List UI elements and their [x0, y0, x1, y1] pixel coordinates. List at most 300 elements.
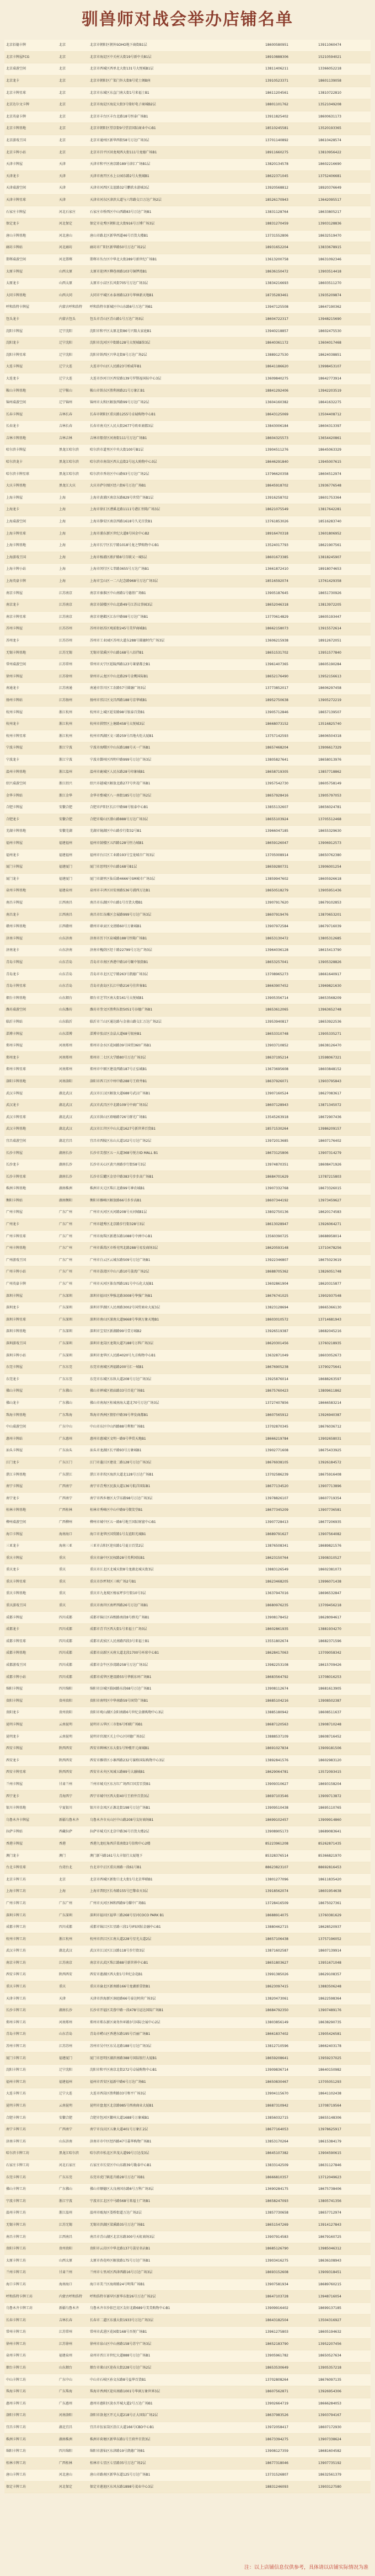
store-name: 宜昌桌游空间 [4, 1135, 57, 1147]
store-address: 杭州市拱墅区上塘路458号大悦城3层 [88, 718, 264, 730]
store-address: 广州市荔湾区中山八路10号荔湾广场2层 [88, 1266, 264, 1279]
store-region: 山东烟台 [57, 992, 88, 1004]
store-address: 拉萨市城关区北京中路36号百货大楼2层 [88, 1826, 264, 1839]
store-phone-secondary: 13810956422 [317, 147, 371, 159]
store-address: 长沙市岳麓区金星中路383号步步高广场B1 [88, 1171, 264, 1183]
store-phone-primary: 18657928416 [264, 790, 317, 802]
store-region: 浙江杭州 [57, 707, 88, 719]
store-region: 海南海口 [57, 1529, 88, 1541]
store-row [4, 2076, 371, 2088]
store-phone-primary: 13907914583 [264, 2231, 317, 2243]
store-phone-secondary: 18655329630 [317, 826, 371, 838]
store-phone-primary: 13909836714 [264, 2064, 317, 2076]
store-region: 甘肃兰州 [57, 1778, 88, 1791]
store-phone-primary: 13727407856 [264, 1397, 317, 1409]
store-phone-primary: 13925876014 [264, 1373, 317, 1386]
store-phone-secondary: 18624038851 [317, 349, 371, 361]
store-address: 深圳市龙华区人民路4020号九方购物中心B1 [88, 1350, 264, 1362]
store-phone-primary: 18687120563 [264, 1719, 317, 1731]
store-row [4, 1076, 371, 1088]
store-phone-primary: 18607344192 [264, 1195, 317, 1207]
store-phone-secondary: 13366052218 [317, 63, 371, 76]
store-address: 合肥市庐阳区长江中路98号银泰中心B1 [88, 802, 264, 814]
store-address: 重庆市江北区北城天街8号龙湖北城天街3层 [88, 1564, 264, 1576]
store-phone-secondary: 18607176402 [317, 1135, 371, 1147]
store-name: 拉萨卡牌站 [4, 1826, 57, 1839]
store-region: 福建福州 [57, 849, 88, 862]
store-phone-primary: 18650518279 [264, 885, 317, 897]
store-region: 上海 [57, 516, 88, 528]
store-phone-secondary: 18605190284 [317, 659, 371, 671]
store-address: 成都市锦江区红星路三段1号IFS国际金融中心B1 [88, 1921, 264, 1933]
store-phone-secondary: 18605194632 [317, 2327, 371, 2339]
store-row [4, 1755, 371, 1767]
store-name: 苏州龙卡 [4, 635, 57, 647]
store-row [4, 1659, 371, 1671]
store-phone-secondary: 13705512468 [317, 814, 371, 826]
store-region: 广东佛山 [57, 1386, 88, 1398]
store-phone-primary: 18685104216 [264, 1695, 317, 1707]
store-address: 大连市沙河口区西安路139号罗斯福国际中心3层 [88, 373, 264, 385]
store-row [4, 1588, 371, 1600]
store-phone-primary: 18916470318 [264, 528, 317, 540]
store-address: 西安市莲湖区西大街1号世纪金花B1 [88, 1969, 264, 1981]
store-address: 上海市普陀区长寿路155号巴黎春天3层 [88, 1886, 264, 1898]
store-name: 石家庄卡牌屋 [4, 206, 57, 218]
store-phone-primary: 18637926071 [264, 1076, 317, 1088]
store-address: 武汉市江汉区江汉路118号步行街3层 [88, 1946, 264, 1958]
store-row [4, 1373, 371, 1386]
store-phone-secondary: 13714681943 [317, 1314, 371, 1326]
store-name: 沈阳龙卡 [4, 337, 57, 349]
store-region: 辽宁沈阳 [57, 2064, 88, 2076]
store-region: 海南三亚 [57, 1540, 88, 1552]
store-name: 长沙卡牌屋 [4, 1147, 57, 1159]
store-row [4, 1457, 371, 1469]
store-phone-secondary: 13952156613 [317, 671, 371, 683]
store-name: 重庆游戏王国 [4, 1600, 57, 1612]
store-region: 湖北武汉 [57, 1124, 88, 1136]
store-region: 江苏苏州 [57, 2040, 88, 2053]
store-phone-primary: 18645107382 [264, 2148, 317, 2160]
store-name: 南京卡牌星球 [4, 611, 57, 623]
store-address: 合肥市包河区徽州大道1688号万象城B1 [88, 2112, 264, 2124]
store-name: 深圳卡牌工坊 [4, 1910, 57, 1922]
store-address: 武汉市江岸区中山大道1627号新世界百货B1 [88, 1124, 264, 1136]
store-phone-secondary: 13907564082 [317, 1529, 371, 1541]
store-row [4, 2338, 371, 2350]
store-name: 北京卡牌星球 [4, 87, 57, 99]
store-address: 泉州市丰泽区田安南路536号浦西万达B1 [88, 885, 264, 897]
store-region: 江苏无锡 [57, 2219, 88, 2231]
store-address: 中山市东区中山四路88号利和广场B1 [88, 1421, 264, 1433]
store-phone-secondary: 18696532847 [317, 1588, 371, 1600]
store-phone-secondary: 18665366130 [317, 1302, 371, 1314]
store-name: 保定龙卡 [4, 218, 57, 230]
store-region: 上海 [57, 564, 88, 576]
store-phone-secondary: 18689760215 [317, 2279, 371, 2291]
store-name: 深圳卡牌星球 [4, 1314, 57, 1326]
store-name: 昆明卡牌工坊 [4, 2100, 57, 2112]
store-phone-secondary: 18699137185 [317, 2302, 371, 2315]
store-phone-secondary: 13948716054 [317, 2291, 371, 2303]
store-row [4, 302, 371, 314]
store-region: 黑龙江哈尔滨 [57, 2148, 88, 2160]
store-row [4, 1946, 371, 1958]
store-name: 郑州龙卡 [4, 1052, 57, 1064]
store-region: 广东广州 [57, 1266, 88, 1279]
store-phone-primary: 18652046318 [264, 599, 317, 611]
store-phone-secondary: 18695110765 [317, 1802, 371, 1814]
store-row [4, 2195, 371, 2208]
store-name: 中山桌游空间 [4, 1421, 57, 1433]
store-region: 辽宁沈阳 [57, 337, 88, 349]
store-address: 广州市番禺区市桥光明北路288号易发商场3层 [88, 1242, 264, 1254]
store-region: 北京 [57, 87, 88, 99]
store-phone-primary: 18643125069 [264, 409, 317, 421]
store-phone-secondary: 18607719354 [317, 1493, 371, 1505]
store-phone-secondary: 18676097135 [317, 2374, 371, 2386]
store-phone-secondary: 18688958014 [317, 1231, 371, 1243]
store-phone-primary: 13902771608 [264, 1445, 317, 1457]
store-region: 贵州贵阳 [57, 2243, 88, 2255]
store-name: 上海桌游空间 [4, 516, 57, 528]
store-name: 乌鲁木齐卡牌工坊 [4, 2302, 57, 2315]
store-phone-secondary: 18647190362 [317, 302, 371, 314]
store-address: 徐州市云龙区中山北路29号金鹰国际B1 [88, 671, 264, 683]
store-region: 广东广州 [57, 1218, 88, 1231]
store-phone-primary: 18629064781 [264, 1767, 317, 1779]
store-row [4, 1124, 371, 1136]
store-name: 西安龙卡 [4, 1755, 57, 1767]
store-address: 株洲市天元区珠江北路99号神农城B1 [88, 1183, 264, 1195]
store-phone-primary: 18652183790 [264, 2338, 317, 2350]
store-phone-secondary: 13909318451 [317, 2267, 371, 2279]
store-phone-primary: 18689791627 [264, 1529, 317, 1541]
store-phone-primary: 13602861904 [264, 1278, 317, 1290]
store-row [4, 671, 371, 683]
store-phone-primary: 13820134578 [264, 158, 317, 170]
store-phone-primary: 18677134520 [264, 1481, 317, 1493]
store-region: 山东济南 [57, 945, 88, 957]
store-region: 浙江宁波 [57, 742, 88, 755]
store-row [4, 1433, 371, 1445]
store-region: 宁夏银川 [57, 1802, 88, 1814]
store-phone-primary: 13888537109 [264, 1731, 317, 1743]
store-phone-primary: 13982253108 [264, 1659, 317, 1671]
store-phone-secondary: 13915572614 [317, 623, 371, 635]
store-phone-secondary: 13604017468 [317, 337, 371, 349]
store-name: 天津桌游空间 [4, 183, 57, 195]
store-phone-secondary: 13761429358 [317, 575, 371, 587]
store-phone-secondary: 18628520937 [317, 1921, 371, 1933]
store-row [4, 647, 371, 659]
store-address: 兰州市城关区东方红广场西口国芳百货B1 [88, 1778, 264, 1791]
store-row [4, 1052, 371, 1064]
store-region: 山东青岛 [57, 980, 88, 992]
store-address: 珠海市香洲区情侣中路39号华发商都B1 [88, 1409, 264, 1421]
store-phone-secondary: 13813972205 [317, 599, 371, 611]
store-row [4, 1802, 371, 1814]
store-phone-primary: 18611204561 [264, 87, 317, 99]
store-name: 南京卡牌工坊 [4, 1957, 57, 1969]
store-phone-primary: 13708965273 [264, 969, 317, 981]
store-name: 台北卡牌星球 [4, 1862, 57, 1874]
store-phone-primary: 18600580951 [264, 40, 317, 51]
store-phone-primary: 18676905238 [264, 1361, 317, 1373]
store-name: 杭州龙卡 [4, 718, 57, 730]
store-phone-primary: 18602861935 [264, 1623, 317, 1636]
store-phone-primary: 13961407365 [264, 659, 317, 671]
store-name: 济南卡牌工坊 [4, 2136, 57, 2148]
store-address: 东莞市虎门镇连升路28号万达广场B1 [88, 2172, 264, 2184]
store-phone-primary: 13910523371 [264, 75, 317, 87]
store-row [4, 1874, 371, 1886]
store-phone-primary: 13926519387 [264, 1326, 317, 1338]
store-phone-secondary: 18632519470 [317, 230, 371, 242]
store-phone-primary: 18604722317 [264, 313, 317, 325]
store-region: 河南洛阳 [57, 1076, 88, 1088]
store-row [4, 599, 371, 611]
store-address: 长沙市芙蓉区五一大道368号悦方ID MALL B1 [88, 1147, 264, 1159]
store-region: 上海 [57, 552, 88, 564]
store-phone-primary: 18607128943 [264, 1099, 317, 1111]
store-phone-secondary: 13909713872 [317, 1791, 371, 1803]
store-phone-primary: 13918562074 [264, 1886, 317, 1898]
store-phone-secondary: 13908710248 [317, 1719, 371, 1731]
store-phone-primary: 18691027834 [264, 1743, 317, 1755]
store-row [4, 1445, 371, 1457]
store-address: 柳州市城中区五一路8号地王国际财富中心B1 [88, 1516, 264, 1529]
store-name: 大庆卡牌基地 [4, 480, 57, 492]
store-name: 珠海卡牌工坊 [4, 2386, 57, 2398]
store-region: 北京 [57, 40, 88, 51]
store-address: 潍坊市奎文区胜利东街5051号谷德广场B1 [88, 1004, 264, 1017]
store-row [4, 1826, 371, 1839]
store-phone-primary: 18607562871 [264, 2386, 317, 2398]
store-phone-primary: 13957542730 [264, 778, 317, 790]
store-phone-primary: 18653530649 [264, 2362, 317, 2374]
store-phone-secondary: 13935209874 [317, 290, 371, 302]
store-region: 西藏拉萨 [57, 1826, 88, 1839]
store-address: 西宁市城中区西大街40号王府井百货3层 [88, 1791, 264, 1803]
store-name: 济南卡牌屋 [4, 933, 57, 945]
store-name: 南昌龙卡 [4, 909, 57, 921]
store-address: 南昌市青山湖区北京东路300号天虹商场3层 [88, 2231, 264, 2243]
store-region: 湖南长沙 [57, 1159, 88, 1171]
store-row [4, 1338, 371, 1350]
store-name: 扬州卡牌站 [4, 694, 57, 707]
store-phone-primary: 13907581934 [264, 2279, 317, 2291]
store-phone-secondary: 13805312685 [317, 933, 371, 945]
store-row [4, 2100, 371, 2112]
store-name: 武汉卡牌工坊 [4, 1946, 57, 1958]
store-address: 临沂市兰山区通达路与金雀山路交汇万达广场2层 [88, 1016, 264, 1028]
store-phone-secondary: 18604512974 [317, 468, 371, 480]
store-address: 哈尔滨市香坊区中山路93号万达广场2层 [88, 468, 264, 480]
store-region: 湖北武汉 [57, 1946, 88, 1958]
store-phone-primary: 13673695608 [264, 1064, 317, 1076]
store-phone-primary: 18646291840 [264, 456, 317, 468]
store-address: 深圳市龙岗区龙翔大道7188号万科广场3层 [88, 1338, 264, 1350]
store-phone-primary: 18699102457 [264, 1814, 317, 1826]
store-phone-primary: 13701140892 [264, 135, 317, 147]
store-address: 常州市武进区花园街168号吾悦广场B1 [88, 2327, 264, 2339]
store-phone-primary: 13802750136 [264, 1207, 317, 1219]
store-phone-secondary: 13504316927 [317, 2315, 371, 2327]
store-row [4, 135, 371, 147]
store-row [4, 1350, 371, 1362]
store-region: 广东惠州 [57, 1433, 88, 1445]
store-region: 山西太原 [57, 2255, 88, 2267]
store-phone-primary: 13903416275 [264, 2255, 317, 2267]
store-address: 郑州市金水区花园路39号国贸360广场B1 [88, 1040, 264, 1052]
store-region: 湖南长沙 [57, 1147, 88, 1159]
store-region: 福建厦门 [57, 861, 88, 873]
store-region: 山东青岛 [57, 956, 88, 969]
store-name: 上海卡牌小站 [4, 564, 57, 576]
store-region: 广东深圳 [57, 1326, 88, 1338]
store-row [4, 266, 371, 278]
store-row [4, 147, 371, 159]
store-region: 上海 [57, 492, 88, 504]
store-phone-secondary: 13904590615 [317, 2148, 371, 2160]
store-region: 江西南昌 [57, 2231, 88, 2243]
store-phone-secondary: 13948215690 [317, 313, 371, 325]
store-phone-primary: 13690284175 [264, 2183, 317, 2195]
store-name: 长沙卡牌工坊 [4, 2005, 57, 2017]
store-name: 徐州卡牌屋 [4, 671, 57, 683]
store-address: 南京市鼓楼区中山北路49号江苏议事园3层 [88, 599, 264, 611]
store-region: 河北邯郸 [57, 254, 88, 266]
store-address: 贵阳市南明区中华南路59号国贸广场B1 [88, 1695, 264, 1707]
store-address: 南京市建邺区江东中路98号万达广场B1 [88, 611, 264, 623]
store-region: 江苏徐州 [57, 671, 88, 683]
store-address: 苏州市姑苏区观前街245号美罗商城B1 [88, 623, 264, 635]
store-name: 苏州卡牌工坊 [4, 2040, 57, 2053]
store-phone-primary: 18680976235 [264, 1600, 317, 1612]
store-address: 天津市河东区津滨大道与六纬路交口万达广场2层 [88, 194, 264, 206]
store-phone-secondary: 13952207456 [317, 2338, 371, 2350]
store-region: 浙江宁波 [57, 2195, 88, 2208]
store-phone-secondary: 18666284053 [317, 2398, 371, 2410]
store-region: 湖南长沙 [57, 1171, 88, 1183]
store-name: 广州卡牌屋 [4, 1207, 57, 1219]
store-region: 上海 [57, 1886, 88, 1898]
store-row [4, 2255, 371, 2267]
store-row [4, 2457, 371, 2470]
store-region: 江苏南京 [57, 599, 88, 611]
store-name: 贵阳龙卡 [4, 1707, 57, 1719]
store-row [4, 2064, 371, 2076]
store-address: 重庆市渝中区民权路28号英利国际B1 [88, 1552, 264, 1564]
store-phone-secondary: 13907489176 [317, 2005, 371, 2017]
store-row [4, 1648, 371, 1660]
store-phone-primary: 18677345209 [264, 1505, 317, 1517]
store-region: 广东惠州 [57, 2398, 88, 2410]
store-phone-secondary: 13710478256 [317, 1242, 371, 1254]
store-row [4, 1231, 371, 1243]
store-address: 成都市锦江区春熙路南段8号群光广场B1 [88, 1612, 264, 1624]
store-phone-primary: 18841292406 [264, 385, 317, 397]
store-phone-primary: 18637195214 [264, 1052, 317, 1064]
store-phone-secondary: 18602983120 [317, 1755, 371, 1767]
store-phone-primary: 18651803627 [264, 1957, 317, 1969]
store-phone-primary: 13833142509 [264, 2160, 317, 2172]
store-region: 北京 [57, 135, 88, 147]
store-phone-secondary: 13903794167 [317, 2410, 371, 2422]
store-row [4, 1159, 371, 1171]
store-region: 山东济南 [57, 2136, 88, 2148]
store-phone-secondary: 13951577840 [317, 647, 371, 659]
store-phone-secondary: 13826051748 [317, 1266, 371, 1279]
store-name: 郑州卡牌工坊 [4, 2017, 57, 2029]
store-row [4, 1421, 371, 1433]
store-phone-secondary: 13905328826 [317, 956, 371, 969]
store-row [4, 1969, 371, 1981]
store-row [4, 1481, 371, 1493]
store-name: 长春卡牌屋 [4, 409, 57, 421]
store-phone-secondary: 18600631173 [317, 111, 371, 123]
store-address: 南通市崇川区工农路57号圆融广场3层 [88, 683, 264, 695]
store-region: 广东深圳 [57, 1338, 88, 1350]
store-address: 深圳市罗湖区人民南路3002号国贸商业大厦3层 [88, 1302, 264, 1314]
store-phone-primary: 18601673385 [264, 552, 317, 564]
store-phone-primary: 18628417063 [264, 1648, 317, 1660]
store-row [4, 1242, 371, 1254]
store-phone-primary: 18687310942 [264, 2100, 317, 2112]
store-name: 青岛卡牌星球 [4, 980, 57, 992]
store-region: 广西桂林 [57, 1505, 88, 1517]
store-phone-primary: 13978826107 [264, 1493, 317, 1505]
store-row [4, 1397, 371, 1409]
store-row [4, 1850, 371, 1862]
store-row [4, 683, 371, 695]
store-name: 北京桌游空间 [4, 63, 57, 76]
store-name: 天津龙卡 [4, 170, 57, 183]
store-phone-secondary: 13757196052 [317, 1933, 371, 1946]
store-phone-primary: 18659280731 [264, 861, 317, 873]
store-name: 株洲卡牌工坊 [4, 2434, 57, 2446]
store-address: 北京市朝阳区望京街9号望京国际商业中心B1 [88, 123, 264, 135]
store-row [4, 1028, 371, 1040]
store-name: 鞍山卡牌基地 [4, 385, 57, 397]
store-name: 大同卡牌基地 [4, 290, 57, 302]
store-row [4, 2279, 371, 2291]
store-phone-primary: 13856032715 [264, 2112, 317, 2124]
store-region: 广西南宁 [57, 1481, 88, 1493]
store-phone-secondary: 13914127843 [317, 2219, 371, 2231]
store-phone-primary: 13609840275 [264, 373, 317, 385]
store-phone-primary: 18645918702 [264, 480, 317, 492]
store-address: 北京市海淀区海淀大街3号鼎好电子商城B2层 [88, 99, 264, 111]
store-phone-primary: 18607919476 [264, 909, 317, 921]
store-region: 河南郑州 [57, 1052, 88, 1064]
store-phone-primary: 13613200758 [264, 254, 317, 266]
store-name: 唐山卡牌基地 [4, 230, 57, 242]
store-region: 福建厦门 [57, 873, 88, 885]
store-address: 哈尔滨市道里区中央大街100号B1层 [88, 445, 264, 457]
store-phone-primary: 13974870351 [264, 1159, 317, 1171]
page-title: 驯兽师对战会举办店铺名单 [82, 10, 293, 29]
store-phone-secondary: 13926954306 [317, 2386, 371, 2398]
store-region: 湖南长沙 [57, 2005, 88, 2017]
store-phone-secondary: 13963652748 [317, 1004, 371, 1017]
store-name: 沈阳卡牌星球 [4, 349, 57, 361]
store-phone-primary: 13883126549 [264, 1564, 317, 1576]
store-region: 河北保定 [57, 218, 88, 230]
store-name: 惠州卡牌站 [4, 1433, 57, 1445]
